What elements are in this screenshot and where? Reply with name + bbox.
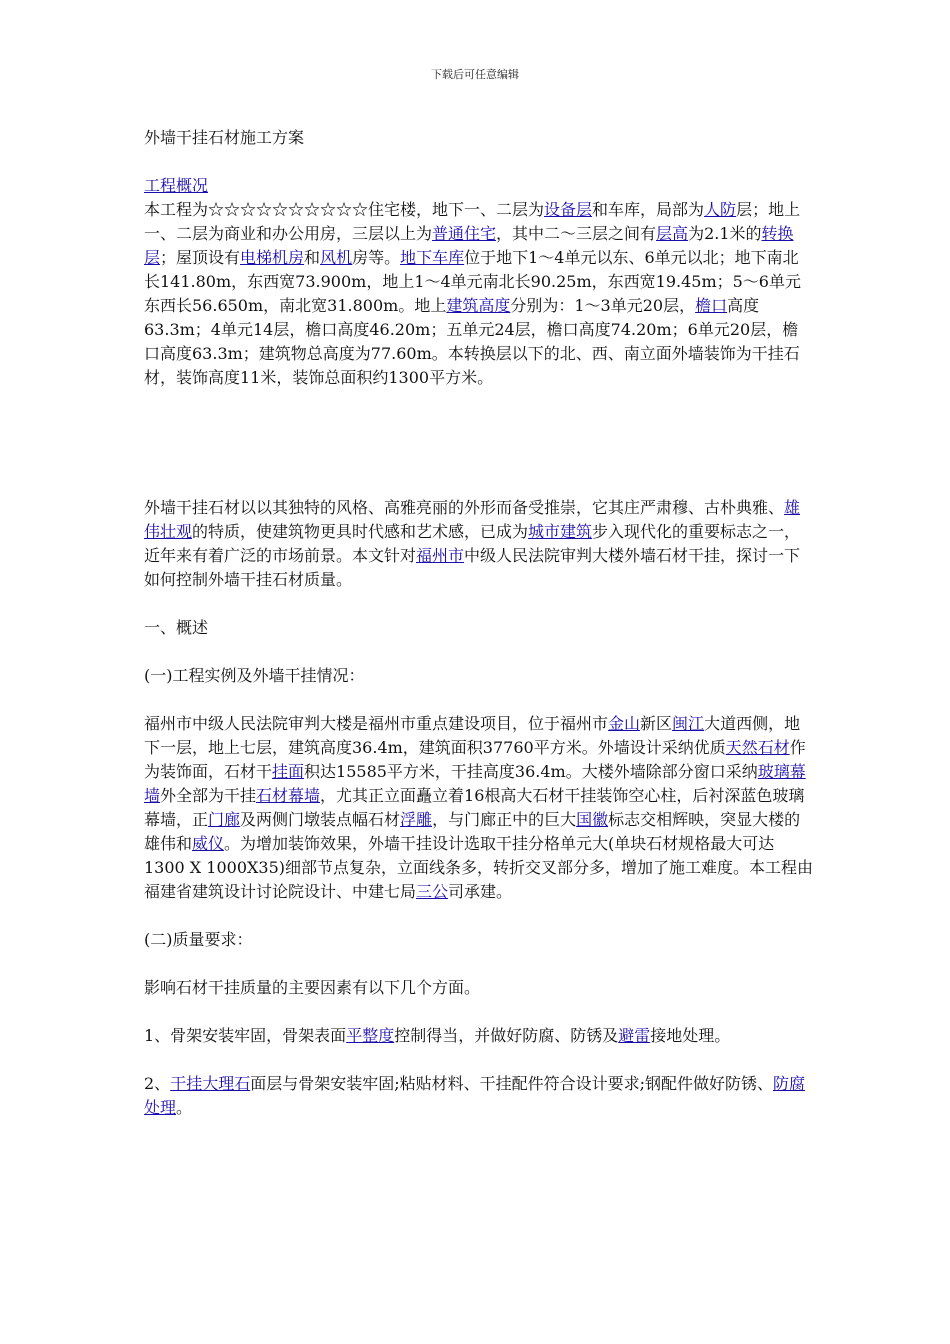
- inline-link[interactable]: 石材幕墙: [256, 786, 321, 805]
- text-run: 为2.1米的: [688, 224, 762, 243]
- text-run: 外全部为干挂: [160, 786, 257, 805]
- quality-item-1: [144, 1024, 814, 1048]
- inline-link[interactable]: 转换层: [144, 224, 794, 267]
- text-run: 。为增加装饰效果，外墙干挂设计选取干挂分格单元大(单块石材规格最大可达1300 X 1000X35)细部节点复杂，立面线条多，转折交叉部分多，增加了施工难度。本工程由福建省建筑设计讨论院设计、中建七局: [144, 834, 813, 901]
- project-paragraph: [144, 712, 814, 904]
- intro-paragraph: [144, 496, 814, 592]
- overview-section: [144, 174, 814, 390]
- text-run: 1、骨架安装牢固，骨架表面: [144, 1026, 347, 1045]
- text-run: ，其中二～三层之间有: [496, 224, 657, 243]
- text-run: 本工程为☆☆☆☆☆☆☆☆☆☆住宅楼，地下一、二层为: [144, 200, 545, 219]
- text-run: 分别为：1～3单元20层，: [510, 296, 696, 315]
- inline-link[interactable]: 金山: [608, 714, 641, 733]
- inline-link[interactable]: 城市建筑: [528, 522, 593, 541]
- quality-intro-paragraph: 影响石材干挂质量的主要因素有以下几个方面。: [144, 978, 481, 997]
- text-run: 房等。: [352, 248, 401, 267]
- text-run: 位于地下1～4单元以东、6单元以北；地下南北长141.80m，东西宽73.900m，地上1～4单元南北长90.25m，东西宽19.45m；5～6单元东西长56.650m，南北宽31.800m。地上: [144, 248, 801, 315]
- text-run: ，尤其正立面矗立着16根高大石材干挂装饰空心柱，后衬深蓝色玻璃幕墙，正: [144, 786, 805, 829]
- quality-item-2: [144, 1072, 814, 1120]
- text-run: 控制得当，并做好防腐、防锈及: [394, 1026, 619, 1045]
- section-heading-overview: 一、概述: [144, 618, 209, 637]
- inline-link[interactable]: 檐口: [695, 296, 728, 315]
- text-run: 高度63.3m；4单元14层，檐口高度46.20m；五单元24层，檐口高度74.20m；6单元20层，檐口高度63.3m；建筑物总高度为77.60m。本转换层以下的北、西、南立面外墙装饰为干挂石材，装饰高度11米，装饰总面积约1300平方米。: [144, 296, 800, 387]
- text-run: ，与门廊正中的巨大: [432, 810, 577, 829]
- text-run: 。: [176, 1098, 193, 1117]
- subheading-quality: (二)质量要求：: [144, 930, 253, 949]
- overview-paragraph: [144, 198, 814, 390]
- text-run: 和车库，局部为: [592, 200, 705, 219]
- inline-link[interactable]: 风机: [320, 248, 353, 267]
- inline-link[interactable]: 电梯机房: [240, 248, 305, 267]
- text-run: 福州市中级人民法院审判大楼是福州市重点建设项目，位于福州市: [144, 714, 609, 733]
- text-run: 标志交相辉映，突显大楼的雄伟和: [144, 810, 801, 853]
- inline-link[interactable]: 门廊: [208, 810, 241, 829]
- inline-link[interactable]: 三公: [416, 882, 449, 901]
- document-title-block: [144, 126, 814, 150]
- text-run: 的特质，使建筑物更具时代感和艺术感，已成为: [192, 522, 529, 541]
- text-run: 层；地上一、二层为商业和办公用房，三层以上为: [144, 200, 801, 243]
- text-run: ；屋顶设有: [160, 248, 241, 267]
- text-run: 中级人民法院审判大楼外墙石材干挂，探讨一下如何控制外墙干挂石材质量。: [144, 546, 801, 589]
- inline-link[interactable]: 防腐处理: [144, 1074, 806, 1117]
- inline-link[interactable]: 人防: [704, 200, 737, 219]
- text-run: 接地处理。: [650, 1026, 731, 1045]
- text-run: 2、: [144, 1074, 171, 1093]
- inline-link[interactable]: 威仪: [192, 834, 225, 853]
- inline-link[interactable]: 国徽: [576, 810, 609, 829]
- inline-link[interactable]: 地下车库: [400, 248, 465, 267]
- inline-link[interactable]: 设备层: [544, 200, 593, 219]
- inline-link[interactable]: 普通住宅: [432, 224, 497, 243]
- document-title: 外墙干挂石材施工方案: [144, 128, 305, 147]
- text-run: 新区: [640, 714, 673, 733]
- text-run: 及两侧门墩装点幅石材: [240, 810, 401, 829]
- text-run: 积达15585平方米，干挂高度36.4m。大楼外墙除部分窗口采纳: [304, 762, 758, 781]
- text-run: 和: [304, 248, 321, 267]
- text-run: 作为装饰面，石材干: [144, 738, 806, 781]
- inline-link[interactable]: 雄伟壮观: [144, 498, 801, 541]
- text-run: 外墙干挂石材以以其独特的风格、高雅亮丽的外形而备受推崇，它其庄严肃穆、古朴典雅、: [144, 498, 785, 517]
- inline-link[interactable]: 闽江: [672, 714, 705, 733]
- inline-link[interactable]: 建筑高度: [446, 296, 511, 315]
- inline-link[interactable]: 浮雕: [400, 810, 433, 829]
- text-run: 面层与骨架安装牢固;粘贴材料、干挂配件符合设计要求;钢配件做好防锈、: [250, 1074, 773, 1093]
- subheading-project-example: (一)工程实例及外墙干挂情况：: [144, 666, 365, 685]
- inline-link[interactable]: 避雷: [618, 1026, 651, 1045]
- page-header: 下载后可任意编辑: [431, 68, 519, 81]
- inline-link[interactable]: 福州市: [416, 546, 465, 565]
- text-run: 大道西侧，地下一层，地上七层，建筑高度36.4m，建筑面积37760平方米。外墙设计采纳优质: [144, 714, 801, 757]
- overview-heading-link[interactable]: 工程概况: [144, 176, 209, 195]
- text-run: 步入现代化的重要标志之一，近年来有着广泛的市场前景。本文针对: [144, 522, 801, 565]
- inline-link[interactable]: 干挂大理石: [170, 1074, 251, 1093]
- main-body: [144, 496, 814, 1120]
- inline-link[interactable]: 天然石材: [725, 738, 790, 757]
- inline-link[interactable]: 玻璃幕墙: [144, 762, 806, 805]
- inline-link[interactable]: 层高: [656, 224, 689, 243]
- inline-link[interactable]: 挂面: [272, 762, 305, 781]
- inline-link[interactable]: 平整度: [346, 1026, 395, 1045]
- text-run: 司承建。: [448, 882, 513, 901]
